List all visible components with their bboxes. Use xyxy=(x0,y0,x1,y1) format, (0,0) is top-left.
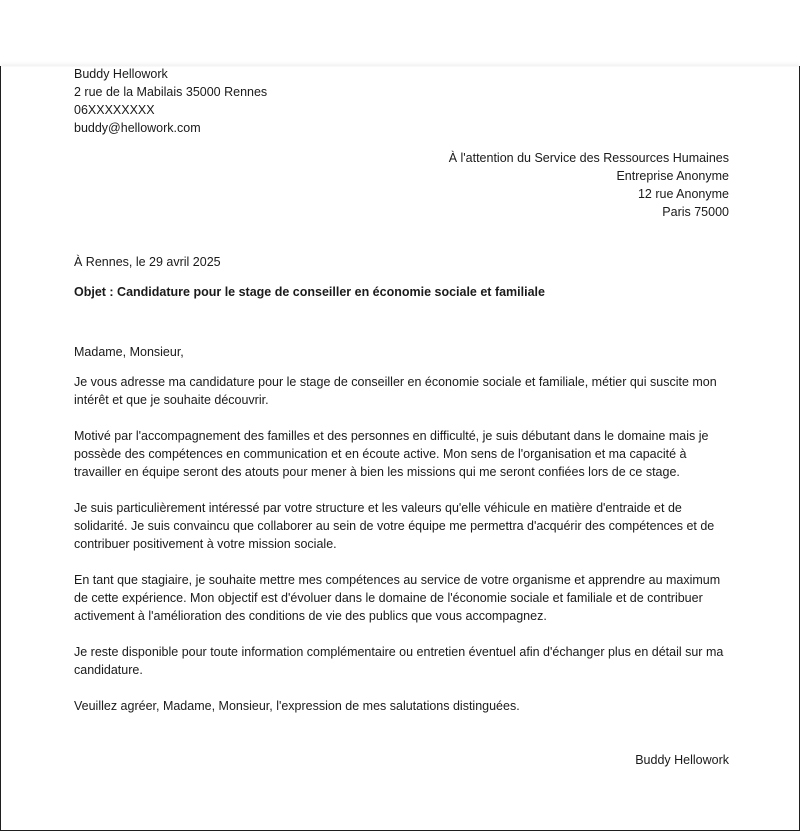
subject-line: Objet : Candidature pour le stage de conseiller en économie sociale et familiale xyxy=(74,285,545,299)
sender-email: buddy@hellowork.com xyxy=(74,121,201,135)
sender-name: Buddy Hellowork xyxy=(74,67,168,81)
paragraph-text: Je suis particulièrement intéressé par votre structure et les valeurs qu'elle véhicule en matière d'entraide et de solidarité. Je suis convaincu que collaborer au sein de votre équipe me permettra d'acquérir des compétences et de contribuer positivement à votre mission sociale. xyxy=(74,501,715,551)
sender-address: 2 rue de la Mabilais 35000 Rennes xyxy=(74,85,268,99)
paragraph-text: Motivé par l'accompagnement des familles et des personnes en difficulté, je suis débutant dans le domaine mais je possède des compétences en communication et en écoute active. Mon sens de l'organisation et ma capacité à travailler en équipe seront des atouts pour mener à bien les missions qui me seront confiées lors de ce stage. xyxy=(74,429,709,479)
letter-content xyxy=(74,66,729,769)
paragraph-text: En tant que stagiaire, je souhaite mettre mes compétences au service de votre organisme et apprendre au maximum de cette expérience. Mon objectif est d'évoluer dans le domaine de l'économie sociale et familiale et de contribuer activement à l'amélioration des conditions de vie des publics que vous accompagnez. xyxy=(74,573,721,623)
letter-page xyxy=(0,66,800,831)
paragraph-5 xyxy=(74,643,729,679)
paragraph-4 xyxy=(74,571,729,625)
sender-block xyxy=(74,66,729,137)
closing-line: Veuillez agréer, Madame, Monsieur, l'expression de mes salutations distinguées. xyxy=(74,699,520,713)
recipient-street: 12 rue Anonyme xyxy=(637,187,729,201)
paragraph-text: Je reste disponible pour toute information complémentaire ou entretien éventuel afin d'échanger plus en détail sur ma candidature. xyxy=(74,645,724,677)
paragraph-3 xyxy=(74,499,729,553)
viewer-top-area xyxy=(0,0,800,66)
paragraph-1 xyxy=(74,373,729,409)
date-line: À Rennes, le 29 avril 2025 xyxy=(74,255,221,269)
paragraph-text: Je vous adresse ma candidature pour le stage de conseiller en économie sociale et familiale, métier qui suscite mon intérêt et que je souhaite découvrir. xyxy=(74,375,717,407)
signature: Buddy Hellowork xyxy=(635,753,729,767)
paragraph-2 xyxy=(74,427,729,481)
recipient-block xyxy=(74,149,729,221)
salutation: Madame, Monsieur, xyxy=(74,345,184,359)
sender-phone: 06XXXXXXXX xyxy=(74,103,155,117)
recipient-company: Entreprise Anonyme xyxy=(616,169,729,183)
recipient-attention: À l'attention du Service des Ressources Humaines xyxy=(448,151,729,165)
recipient-city: Paris 75000 xyxy=(662,205,729,219)
